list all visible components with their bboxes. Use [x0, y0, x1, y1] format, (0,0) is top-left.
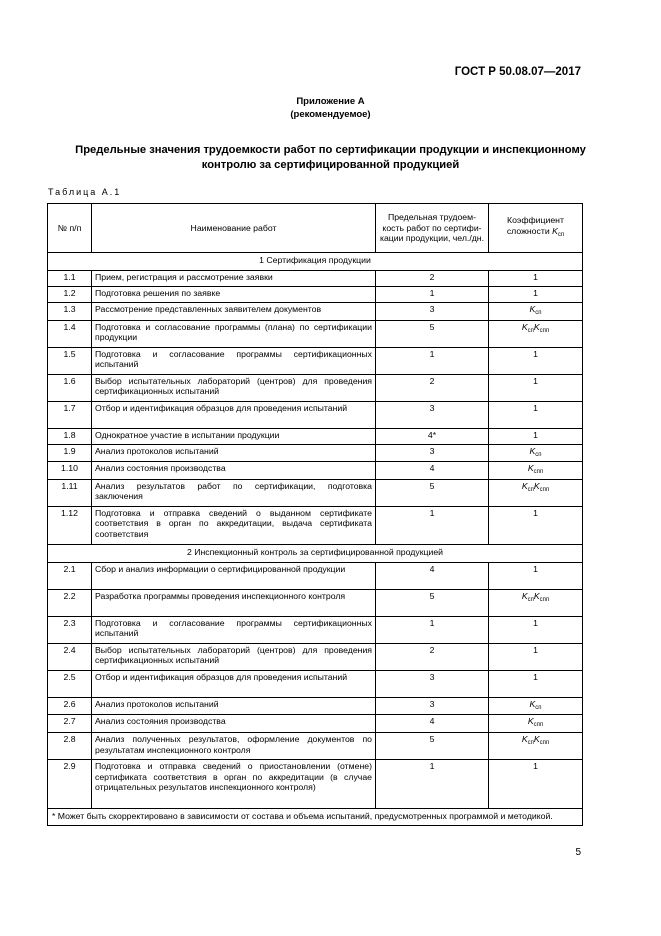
work-name: Подготовка и отправка сведений о приостановлении (отмене) сертификата соответствия в орган по аккредитации (в случае отрицательных результатов инспекционного контроля) — [92, 759, 376, 808]
col-header-coef-text: Коэффициент сложности — [506, 215, 564, 236]
labor-cell: 3 — [376, 303, 489, 321]
col-header-labor: Предельная трудоем-кость работ по сертифи-кации продукции, чел./дн. — [376, 204, 489, 253]
table-label: Таблица А.1 — [48, 187, 122, 197]
labor-cell: 4 — [376, 715, 489, 733]
appendix-subtitle: (рекомендуемое) — [290, 109, 371, 120]
labor-cell: 3 — [376, 444, 489, 462]
table-row — [48, 287, 583, 303]
work-name: Разработка программы проведения инспекционного контроля — [92, 589, 376, 616]
col-header-coef — [489, 204, 583, 253]
appendix-heading — [0, 95, 661, 121]
row-number: 1.7 — [48, 401, 92, 428]
row-number: 2.8 — [48, 732, 92, 759]
row-number: 1.3 — [48, 303, 92, 321]
coef-cell: $K_{сп}K_{спп}$ — [489, 732, 583, 759]
col-header-num: № п/п — [48, 204, 92, 253]
labor-cell: 4* — [376, 428, 489, 444]
labor-cell: 2 — [376, 271, 489, 287]
coef-cell: 1 — [489, 287, 583, 303]
row-number: 1.12 — [48, 506, 92, 544]
footnote-row — [48, 808, 583, 825]
table-row — [48, 697, 583, 715]
work-name: Подготовка и согласование программы (плана) по сертификации продукции — [92, 320, 376, 347]
labor-cell: 1 — [376, 287, 489, 303]
labor-cell: 5 — [376, 479, 489, 506]
work-name: Анализ протоколов испытаний — [92, 444, 376, 462]
coef-cell: $K_{сп}K_{спп}$ — [489, 589, 583, 616]
row-number: 2.1 — [48, 562, 92, 589]
labor-cell: 4 — [376, 462, 489, 480]
work-name: Анализ состояния производства — [92, 715, 376, 733]
table-row — [48, 616, 583, 643]
work-name: Однократное участие в испытании продукции — [92, 428, 376, 444]
table-row — [48, 670, 583, 697]
labor-table — [47, 203, 583, 826]
row-number: 1.9 — [48, 444, 92, 462]
table-row — [48, 428, 583, 444]
table-row — [48, 347, 583, 374]
k-symbol: $K_{сп}$ — [552, 226, 565, 238]
labor-cell: 1 — [376, 759, 489, 808]
table-row — [48, 303, 583, 321]
col-header-name: Наименование работ — [92, 204, 376, 253]
labor-cell: 3 — [376, 670, 489, 697]
row-number: 2.7 — [48, 715, 92, 733]
section-row — [48, 544, 583, 562]
work-name: Подготовка и согласование программы сертификационных испытаний — [92, 347, 376, 374]
work-name: Анализ результатов работ по сертификации, подготовка заключения — [92, 479, 376, 506]
work-name: Анализ протоколов испытаний — [92, 697, 376, 715]
section-title: 1 Сертификация продукции — [48, 253, 583, 271]
labor-cell: 2 — [376, 643, 489, 670]
labor-cell: 1 — [376, 506, 489, 544]
table-row — [48, 506, 583, 544]
work-name: Подготовка решения по заявке — [92, 287, 376, 303]
page-number: 5 — [575, 847, 581, 858]
table-row — [48, 444, 583, 462]
row-number: 1.5 — [48, 347, 92, 374]
row-number: 1.10 — [48, 462, 92, 480]
work-name: Анализ состояния производства — [92, 462, 376, 480]
coef-cell: $K_{сп}K_{спп}$ — [489, 479, 583, 506]
table-row — [48, 732, 583, 759]
work-name: Выбор испытательных лабораторий (центров) для проведения сертификационных испытаний — [92, 643, 376, 670]
coef-cell: 1 — [489, 616, 583, 643]
work-name: Отбор и идентификация образцов для проведения испытаний — [92, 401, 376, 428]
row-number: 1.4 — [48, 320, 92, 347]
coef-cell: 1 — [489, 428, 583, 444]
work-name: Рассмотрение представленных заявителем документов — [92, 303, 376, 321]
row-number: 2.4 — [48, 643, 92, 670]
labor-cell: 1 — [376, 616, 489, 643]
coef-cell: $K_{сп}$ — [489, 303, 583, 321]
table-row — [48, 462, 583, 480]
row-number: 2.2 — [48, 589, 92, 616]
coef-cell: 1 — [489, 643, 583, 670]
table-row — [48, 271, 583, 287]
coef-cell: 1 — [489, 347, 583, 374]
labor-cell: 5 — [376, 732, 489, 759]
coef-cell: $K_{сп}K_{спп}$ — [489, 320, 583, 347]
table-row — [48, 562, 583, 589]
coef-cell: 1 — [489, 562, 583, 589]
table-row — [48, 643, 583, 670]
table-body — [48, 253, 583, 826]
labor-cell: 1 — [376, 347, 489, 374]
labor-cell: 3 — [376, 401, 489, 428]
work-name: Подготовка и отправка сведений о выданном сертификате соответствия в орган по аккредитации, выдача сертификата соответствия — [92, 506, 376, 544]
row-number: 1.11 — [48, 479, 92, 506]
table-row — [48, 759, 583, 808]
coef-cell: 1 — [489, 271, 583, 287]
row-number: 2.3 — [48, 616, 92, 643]
table-row — [48, 374, 583, 401]
appendix-title: Приложение А — [296, 96, 365, 107]
work-name: Анализ полученных результатов, оформление документов по результатам инспекционного контроля — [92, 732, 376, 759]
row-number: 1.2 — [48, 287, 92, 303]
coef-cell: 1 — [489, 506, 583, 544]
coef-cell: 1 — [489, 670, 583, 697]
row-number: 2.5 — [48, 670, 92, 697]
table-row — [48, 320, 583, 347]
coef-cell: $K_{спп}$ — [489, 462, 583, 480]
coef-cell: 1 — [489, 374, 583, 401]
labor-cell: 2 — [376, 374, 489, 401]
work-name: Подготовка и согласование программы сертификационных испытаний — [92, 616, 376, 643]
row-number: 1.8 — [48, 428, 92, 444]
work-name: Прием, регистрация и рассмотрение заявки — [92, 271, 376, 287]
coef-cell: $K_{сп}$ — [489, 697, 583, 715]
row-number: 2.6 — [48, 697, 92, 715]
coef-cell: $K_{сп}$ — [489, 444, 583, 462]
coef-cell: $K_{спп}$ — [489, 715, 583, 733]
section-row — [48, 253, 583, 271]
table-header-row — [48, 204, 583, 253]
table-row — [48, 715, 583, 733]
row-number: 2.9 — [48, 759, 92, 808]
row-number: 1.1 — [48, 271, 92, 287]
document-title-line-2: контролю за сертифицированной продукцией — [201, 159, 460, 171]
labor-cell: 4 — [376, 562, 489, 589]
table-row — [48, 589, 583, 616]
labor-cell: 3 — [376, 697, 489, 715]
coef-cell: 1 — [489, 401, 583, 428]
coef-cell: 1 — [489, 759, 583, 808]
document-title — [55, 143, 606, 173]
table-row — [48, 479, 583, 506]
work-name: Сбор и анализ информации о сертифицированной продукции — [92, 562, 376, 589]
work-name: Отбор и идентификация образцов для проведения испытаний — [92, 670, 376, 697]
labor-cell: 5 — [376, 589, 489, 616]
table-row — [48, 401, 583, 428]
section-title: 2 Инспекционный контроль за сертифицированной продукцией — [48, 544, 583, 562]
footnote: * Может быть скорректировано в зависимости от состава и объема испытаний, предусмотренных программой и методикой. — [48, 808, 583, 825]
labor-cell: 5 — [376, 320, 489, 347]
work-name: Выбор испытательных лабораторий (центров) для проведения сертификационных испытаний — [92, 374, 376, 401]
document-code: ГОСТ Р 50.08.07—2017 — [454, 66, 581, 78]
document-title-line-1: Предельные значения трудоемкости работ по сертификации продукции и инспекционному — [75, 144, 586, 156]
row-number: 1.6 — [48, 374, 92, 401]
